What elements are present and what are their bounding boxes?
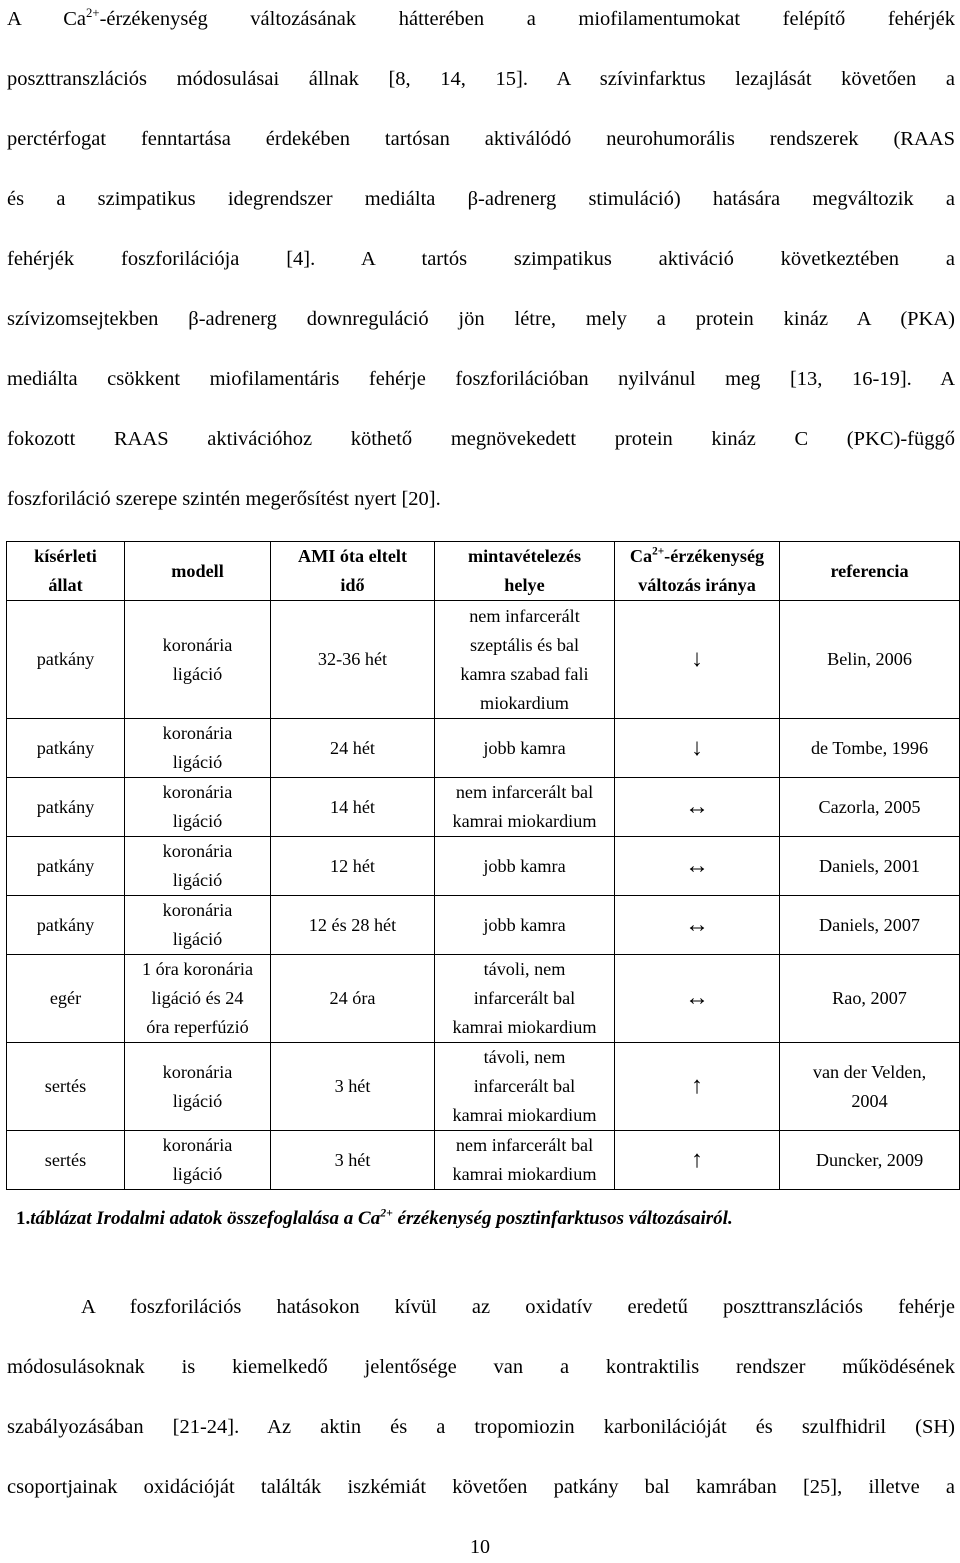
cell-animal: egér [7, 955, 125, 1043]
unchanged-arrow-icon: ↔ [615, 837, 780, 896]
cell-site: távoli, nem infarcerált bal kamrai miokardium [435, 955, 615, 1043]
cell-reference: Daniels, 2007 [780, 896, 960, 955]
cell-model: koronária ligáció [125, 837, 271, 896]
cell-time: 24 óra [271, 955, 435, 1043]
cell-site: nem infarcerált bal kamrai miokardium [435, 778, 615, 837]
table-row [7, 1131, 960, 1190]
text-line: A foszforilációs hatásokon kívül az oxidatív eredetű poszttranszlációs fehérje [81, 1296, 955, 1318]
cell-time: 24 hét [271, 719, 435, 778]
text-segment: A Ca [7, 8, 87, 30]
text-line: csoportjainak oxidációját találták iszkémiát követően patkány bal kamrában [25], illetve a [7, 1476, 955, 1498]
cell-animal: patkány [7, 778, 125, 837]
cell-reference: van der Velden, 2004 [780, 1043, 960, 1131]
cell-model: koronária ligáció [125, 601, 271, 719]
superscript: 2+ [86, 5, 100, 20]
cell-animal: patkány [7, 601, 125, 719]
header-reference: referencia [780, 542, 960, 601]
text-line: poszttranszlációs módosulásai állnak [8, 14, 15]. A szívinfarktus lezajlását követően a [7, 68, 955, 90]
cell-reference: Daniels, 2001 [780, 837, 960, 896]
cell-site: távoli, nem infarcerált bal kamrai miokardium [435, 1043, 615, 1131]
cell-animal: sertés [7, 1043, 125, 1131]
cell-model: koronária ligáció [125, 719, 271, 778]
cell-time: 12 hét [271, 837, 435, 896]
table-header-row [7, 542, 960, 601]
table-row [7, 837, 960, 896]
cell-model: 1 óra koronária ligáció és 24 óra reperfúzió [125, 955, 271, 1043]
header-time: AMI óta eltelt idő [271, 542, 435, 601]
text-line: szabályozásában [21-24]. Az aktin és a tropomiozin karbonilációját és szulfhidril (SH) [7, 1416, 955, 1438]
cell-animal: patkány [7, 719, 125, 778]
cell-animal: patkány [7, 896, 125, 955]
cell-site: jobb kamra [435, 719, 615, 778]
text-line: perctérfogat fenntartása érdekében tartósan aktiválódó neurohumorális rendszerek (RAAS [7, 128, 955, 150]
cell-site: jobb kamra [435, 896, 615, 955]
cell-reference: de Tombe, 1996 [780, 719, 960, 778]
header-animal: kísérleti állat [7, 542, 125, 601]
cell-time: 3 hét [271, 1131, 435, 1190]
text-segment: -érzékenység változásának hátterében a miofilamentumokat felépítő fehérjék [99, 8, 955, 30]
cell-model: koronária ligáció [125, 1043, 271, 1131]
unchanged-arrow-icon: ↔ [615, 778, 780, 837]
table-row [7, 778, 960, 837]
text-line: módosulásoknak is kiemelkedő jelentősége van a kontraktilis rendszer működésének [7, 1356, 955, 1378]
increase-arrow-icon: ↑ [615, 1131, 780, 1190]
unchanged-arrow-icon: ↔ [615, 896, 780, 955]
cell-time: 32-36 hét [271, 601, 435, 719]
decrease-arrow-icon: ↓ [615, 719, 780, 778]
table-row [7, 601, 960, 719]
unchanged-arrow-icon: ↔ [615, 955, 780, 1043]
header-site: mintavételezés helye [435, 542, 615, 601]
cell-animal: patkány [7, 837, 125, 896]
table-row [7, 1043, 960, 1131]
cell-reference: Belin, 2006 [780, 601, 960, 719]
decrease-arrow-icon: ↓ [615, 601, 780, 719]
paragraph-intro [7, 0, 955, 529]
literature-table [6, 541, 960, 1190]
text-line: mediálta csökkent miofilamentáris fehérje foszforilációban nyilvánul meg [13, 16-19]. A [7, 368, 955, 390]
table-row [7, 955, 960, 1043]
cell-reference: Rao, 2007 [780, 955, 960, 1043]
header-model: modell [125, 542, 271, 601]
cell-site: nem infarcerált szeptális és bal kamra szabad fali miokardium [435, 601, 615, 719]
cell-reference: Cazorla, 2005 [780, 778, 960, 837]
text-line: fehérjék foszforilációja [4]. A tartós szimpatikus aktiváció következtében a [7, 248, 955, 270]
table-row [7, 719, 960, 778]
cell-site: nem infarcerált bal kamrai miokardium [435, 1131, 615, 1190]
cell-time: 3 hét [271, 1043, 435, 1131]
cell-time: 14 hét [271, 778, 435, 837]
text-line [7, 0, 955, 49]
increase-arrow-icon: ↑ [615, 1043, 780, 1131]
cell-model: koronária ligáció [125, 778, 271, 837]
cell-time: 12 és 28 hét [271, 896, 435, 955]
paragraph-oxidative [7, 1277, 955, 1517]
text-line: és a szimpatikus idegrendszer mediálta β-adrenerg stimuláció) hatására megváltozik a [7, 188, 955, 210]
cell-model: koronária ligáció [125, 1131, 271, 1190]
text-line: fokozott RAAS aktivációhoz köthető megnövekedett protein kináz C (PKC)-függő [7, 428, 955, 450]
cell-model: koronária ligáció [125, 896, 271, 955]
cell-animal: sertés [7, 1131, 125, 1190]
cell-site: jobb kamra [435, 837, 615, 896]
table-row [7, 896, 960, 955]
cell-reference: Duncker, 2009 [780, 1131, 960, 1190]
page-number: 10 [470, 1536, 490, 1558]
table-caption: 1.táblázat Irodalmi adatok összefoglalása a $Ca^{2+}$ érzékenység posztinfarktusos változásairól. [16, 1206, 733, 1229]
text-line: foszforiláció szerepe szintén megerősítést nyert [20]. [7, 488, 441, 510]
header-sensitivity: $Ca^{2+}$-érzékenység változás iránya [615, 542, 780, 601]
text-line: szívizomsejtekben β-adrenerg downreguláció jön létre, mely a protein kináz A (PKA) [7, 308, 955, 330]
